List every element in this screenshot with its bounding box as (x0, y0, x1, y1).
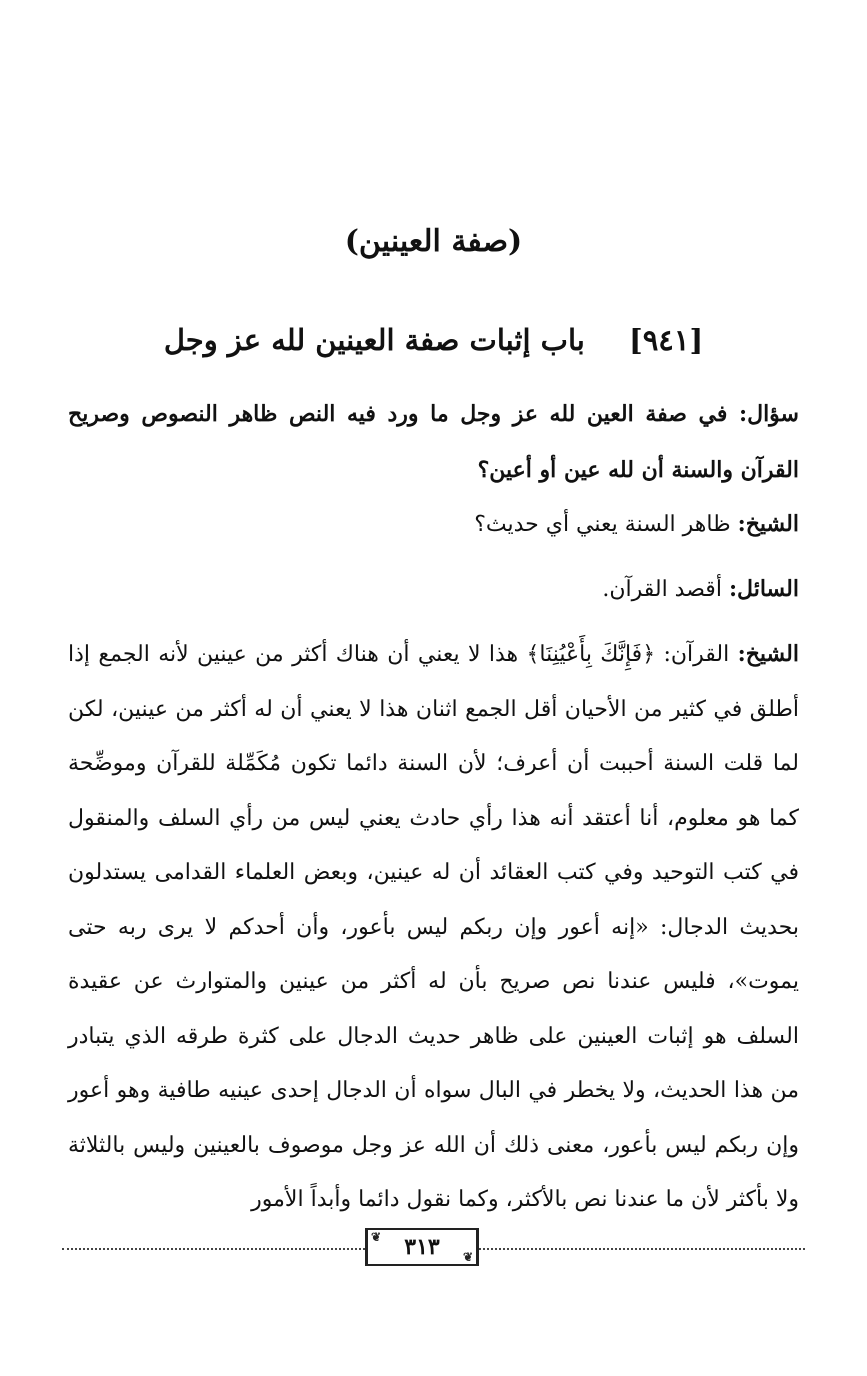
answer-paragraph (68, 627, 799, 1228)
section-title: (صفة العينين) (344, 224, 523, 259)
question-text: في صفة العين لله عز وجل ما ورد فيه النص ظاهر النصوص وصريح القرآن والسنة أن لله عين أو أعين؟ (68, 401, 799, 483)
sheikh-speaker: الشيخ: (737, 511, 799, 537)
chapter-heading (70, 318, 797, 362)
sheikh-reply-paragraph (68, 500, 799, 549)
asker-reply-paragraph (68, 565, 799, 614)
sheikh-reply-text: ظاهر السنة يعني أي حديث؟ (474, 512, 731, 537)
ornament-icon: ❦ (462, 1250, 473, 1264)
ornament-icon: ❦ (371, 1230, 382, 1244)
answer-speaker: الشيخ: (737, 641, 799, 667)
asker-reply-text: أقصد القرآن. (602, 577, 722, 602)
page-footer (62, 1226, 805, 1270)
answer-text: القرآن: ﴿فَإِنَّكَ بِأَعْيُنِنَا﴾ هذا لا يعني أن هناك أكثر من عينين لأنه الجمع إذا أطلق في كثير من الأحيان أقل الجمع اثنان هذا لا يعني أن له أكثر من عينين، لكن لما قلت السنة أحببت أن أعرف؛ لأن السنة دائما تكون مُكَمِّلة للقرآن وموضِّحة كما هو معلوم، أنا أعتقد أنه هذا رأي حادث يعني ليس من رأي السلف والمنقول في كتب التوحيد وفي كتب العقائد أن له عينين، وبعض العلماء القدامى يستدلون بحديث الدجال: «إنه أعور وإن ربكم ليس بأعور، وأن أحدكم لا يرى ربه حتى يموت»، فليس عندنا نص صريح بأن له أكثر من عينين والمتوارث عن عقيدة السلف هو إثبات العينين على ظاهر حديث الدجال على كثرة طرقه الذي يتبادر من هذا الحديث، ولا يخطر في البال سواه أن الدجال إحدى عينيه طافية وهو أعور وإن ربكم ليس بأعور، معنى ذلك أن الله عز وجل موصوف بالعينين وليس بالثلاثة ولا بأكثر لأن ما عندنا نص بالأكثر، وكما نقول دائما وأبداً الأمور (68, 642, 799, 1212)
page-number-frame (365, 1228, 479, 1266)
chapter-number: [٩٤١] (628, 323, 704, 357)
question-paragraph (68, 386, 799, 498)
chapter-title: باب إثبات صفة العينين لله عز وجل (163, 323, 585, 357)
asker-speaker: السائل: (728, 576, 799, 602)
page-number: ٣١٣ (404, 1234, 440, 1260)
question-speaker: سؤال: (738, 401, 799, 427)
